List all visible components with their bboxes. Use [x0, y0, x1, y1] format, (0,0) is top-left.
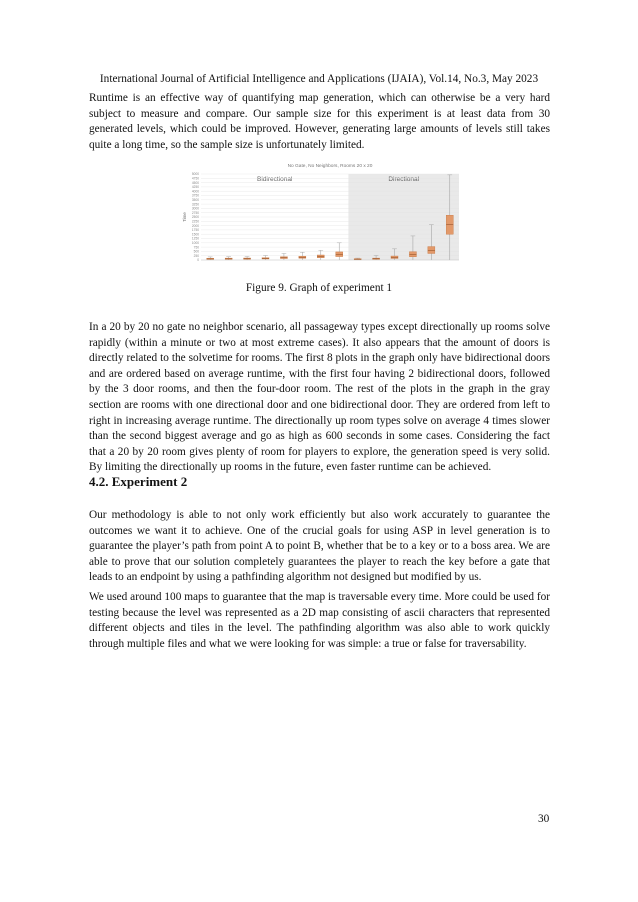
- y-tick-label-12: 3000: [191, 206, 199, 211]
- y-tick-label-4: 1000: [191, 241, 199, 245]
- y-tick-label-7: 1750: [191, 228, 199, 233]
- y-tick-label-0: 0: [197, 258, 199, 263]
- paragraph-runtime-intro: Runtime is an effective way of quantifying map generation, which can otherwise be a very hard subject to measure and compare. Our sample size for this experiment is at least data from 30 generated levels, which could be improved. However, generating large amounts of levels still takes quite a long time, so the sample size is unfortunately limited.: [89, 92, 550, 151]
- y-tick-label-17: 4250: [191, 185, 199, 190]
- region-label-1: Directional: [388, 176, 420, 183]
- box-body-11: [409, 252, 416, 257]
- y-tick-label-10: 2500: [191, 215, 199, 220]
- paragraph-traversability: We used around 100 maps to guarantee that the map is traversable every time. More could be used for testing because the level was represented as a 2D map consisting of ascii characters that represented different objects and tiles in the level. The pathfinding algorithm was also able to work quickly through multiple files and what we were looking for was simple: a true or false for traversability.: [89, 591, 550, 650]
- y-tick-label-6: 1500: [191, 232, 199, 237]
- journal-header: International Journal of Artificial Intelligence and Applications (IJAIA), Vol.14, No.3, May 2023: [99, 73, 539, 85]
- y-tick-label-2: 500: [193, 249, 199, 254]
- y-tick-label-19: 4750: [191, 176, 199, 181]
- y-tick-label-11: 2750: [191, 210, 199, 215]
- region-label-0: Bidirectional: [257, 176, 293, 183]
- y-tick-label-8: 2000: [191, 223, 199, 228]
- y-tick-label-14: 3500: [191, 198, 199, 202]
- paragraph-methodology: Our methodology is able to not only work efficiently but also work accurately to guarantee the outcomes we want it to achieve. One of the crucial goals for using ASP in level generation is to guarantee the player’s path from point A to point B, whether that be to a key or to a boss area. We are able to prove that our solution completely guarantees the player to reach the key before a gate that leads to an endpoint by using a pathfinding algorithm not designed but modified by us.: [89, 509, 550, 584]
- y-tick-label-20: 5000: [191, 172, 199, 177]
- y-tick-label-16: 4000: [191, 189, 199, 194]
- paragraph-experiment-1-results: In a 20 by 20 no gate no neighbor scenario, all passageway types except directionally up rooms solve rapidly (within a minute or two at most extreme cases). It also appears that the amount of doors is directly related to the solvetime for rooms. The first 8 plots in the graph only have bidirectional doors and are ordered based on average runtime, with the first four having 2 bidirectional doors, followed by the 3 door rooms, and then the four-door room. The rest of the plots in the graph in the gray section are rooms with one directional door and one bidirectional door. They are ordered from left to right in increasing average runtime. The directionally up room types solve on average 4 times slower than the second biggest average and go as high as 600 seconds in some cases. Considering the fact that a 20 by 20 room gives plenty of room for players to explore, the generation speed is very solid. By limiting the directionally up rooms in the future, even faster runtime can be achieved.: [89, 321, 550, 474]
- y-tick-label-15: 3750: [191, 193, 199, 198]
- y-tick-label-1: 250: [193, 253, 199, 258]
- y-tick-label-5: 1250: [191, 236, 199, 241]
- figure-9-chart: [177, 160, 467, 272]
- page-number: 30: [538, 813, 550, 825]
- box-body-6: [317, 255, 324, 258]
- section-heading: 4.2. Experiment 2: [89, 474, 188, 489]
- box-body-12: [428, 247, 435, 254]
- figure-caption: Figure 9. Graph of experiment 1: [245, 282, 393, 294]
- boxplot-svg: [177, 160, 467, 272]
- chart-title: No Gate, No Neighbors, Rooms 20 x 20: [287, 164, 373, 169]
- y-tick-label-13: 3250: [191, 202, 199, 207]
- y-tick-label-3: 750: [193, 245, 199, 250]
- y-tick-label-18: 4500: [191, 180, 199, 185]
- y-axis-label: Time: [182, 212, 187, 222]
- y-tick-label-9: 2250: [191, 219, 199, 224]
